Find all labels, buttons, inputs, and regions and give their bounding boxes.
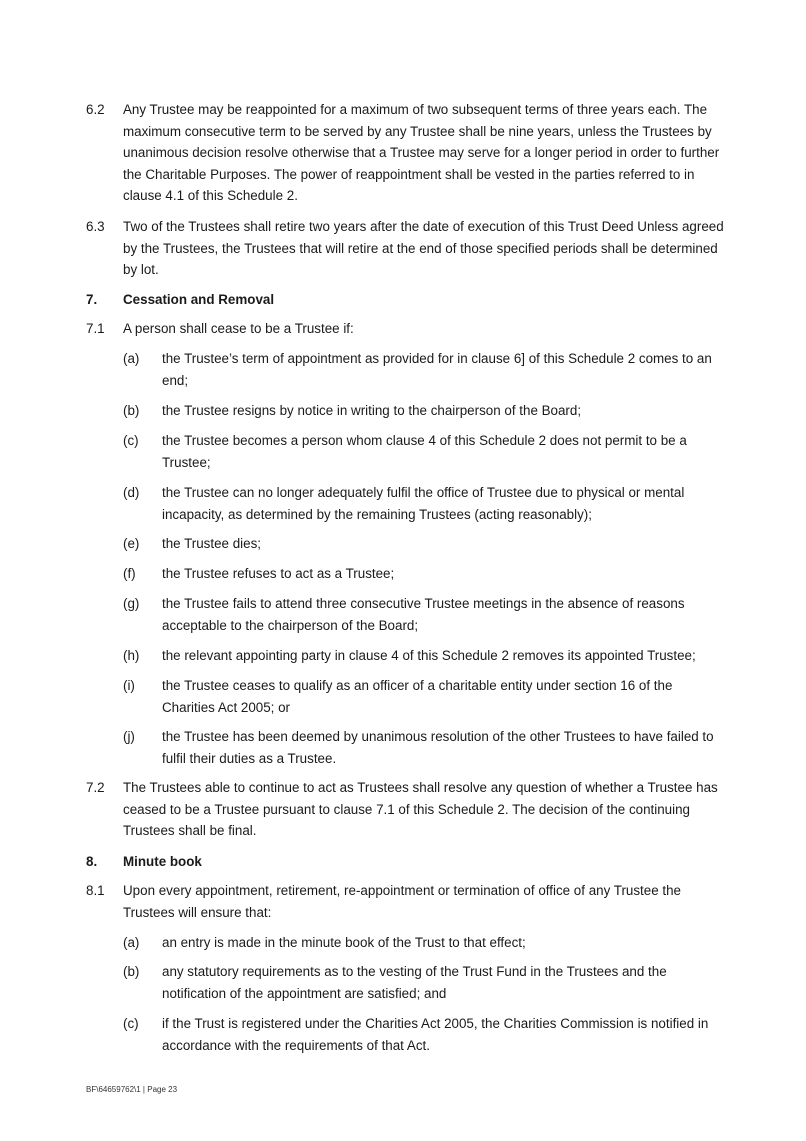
item-label: (j): [123, 729, 135, 744]
item-text: an entry is made in the minute book of the Trust to that effect;: [162, 935, 526, 950]
item-text: the Trustee becomes a person whom clause 4 of this Schedule 2 does not permit to be a Trustee;: [162, 433, 687, 470]
list-item: [123, 563, 723, 585]
item-text: the Trustee dies;: [162, 536, 261, 551]
clause-7-2: [86, 777, 726, 842]
item-text: the Trustee can no longer adequately fulfil the office of Trustee due to physical or mental incapacity, as determined by the remaining Trustees (acting reasonably);: [162, 485, 685, 522]
item-text: the Trustee resigns by notice in writing to the chairperson of the Board;: [162, 403, 582, 418]
clause-text: A person shall cease to be a Trustee if:: [123, 321, 354, 336]
section-heading-minute-book: [86, 851, 726, 873]
item-label: (c): [123, 433, 139, 448]
list-item: [123, 961, 723, 1004]
list-item: [123, 430, 723, 473]
item-label: (c): [123, 1016, 139, 1031]
list-item: [123, 1013, 723, 1056]
list-item: [123, 645, 723, 667]
item-label: (h): [123, 648, 140, 663]
item-text: the relevant appointing party in clause 4 of this Schedule 2 removes its appointed Trustee;: [162, 648, 696, 663]
item-label: (i): [123, 678, 135, 693]
page-footer: BF\64659762\1 | Page 23: [86, 1085, 178, 1094]
clause-text: Two of the Trustees shall retire two years after the date of execution of this Trust Deed Unless agreed by the Trustees, the Trustees that will retire at the end of those specified periods shall be determined by lot.: [123, 219, 724, 278]
item-label: (f): [123, 566, 136, 581]
item-label: (a): [123, 935, 140, 950]
list-item: [123, 675, 723, 718]
clause-number: 6.3: [86, 219, 105, 234]
list-item: [123, 932, 723, 954]
section-number: 7.: [86, 292, 98, 307]
item-text: the Trustee has been deemed by unanimous resolution of the other Trustees to have failed to fulfil their duties as a Trustee.: [162, 729, 714, 766]
section-title: Cessation and Removal: [123, 292, 275, 307]
clause-6-2: [86, 99, 726, 207]
clause-text: Upon every appointment, retirement, re-appointment or termination of office of any Trustee the Trustees will ensure that:: [123, 883, 681, 920]
clause-text: Any Trustee may be reappointed for a maximum of two subsequent terms of three years each. The maximum consecutive term to be served by any Trustee shall be nine years, unless the Trustees by unanimous decision resolve otherwise that a Trustee may serve for a longer period in order to further the Charitable Purposes. The power of reappointment shall be vested in the parties referred to in clause 4.1 of this Schedule 2.: [123, 102, 720, 204]
item-text: the Trustee’s term of appointment as provided for in clause 6] of this Schedule 2 comes to an end;: [162, 351, 712, 388]
section-number: 8.: [86, 854, 98, 869]
list-item: [123, 400, 723, 422]
item-text: any statutory requirements as to the vesting of the Trust Fund in the Trustees and the notification of the appointment are satisfied; and: [162, 964, 667, 1001]
item-label: (e): [123, 536, 140, 551]
list-item: [123, 482, 723, 525]
item-text: the Trustee fails to attend three consecutive Trustee meetings in the absence of reasons acceptable to the chairperson of the Board;: [162, 596, 685, 633]
clause-8-1: [86, 880, 726, 923]
list-item: [123, 348, 723, 391]
item-label: (d): [123, 485, 140, 500]
clause-number: 8.1: [86, 883, 105, 898]
section-title: Minute book: [123, 854, 202, 869]
item-label: (g): [123, 596, 140, 611]
clause-number: 7.2: [86, 780, 105, 795]
list-item: [123, 533, 723, 555]
clause-number: 6.2: [86, 102, 105, 117]
item-text: the Trustee ceases to qualify as an officer of a charitable entity under section 16 of the Charities Act 2005; or: [162, 678, 673, 715]
item-label: (b): [123, 964, 140, 979]
clause-text: The Trustees able to continue to act as Trustees shall resolve any question of whether a Trustee has ceased to be a Trustee pursuant to clause 7.1 of this Schedule 2. The decision of the continuing Trustees shall be final.: [123, 780, 718, 839]
clause-number: 7.1: [86, 321, 105, 336]
clause-7-1: [86, 318, 726, 340]
item-text: if the Trust is registered under the Charities Act 2005, the Charities Commission is notified in accordance with the requirements of that Act.: [162, 1016, 709, 1053]
list-item: [123, 726, 723, 769]
item-label: (b): [123, 403, 140, 418]
clause-6-3: [86, 216, 726, 281]
section-heading-cessation: [86, 289, 726, 311]
item-text: the Trustee refuses to act as a Trustee;: [162, 566, 395, 581]
list-item: [123, 593, 723, 636]
item-label: (a): [123, 351, 140, 366]
